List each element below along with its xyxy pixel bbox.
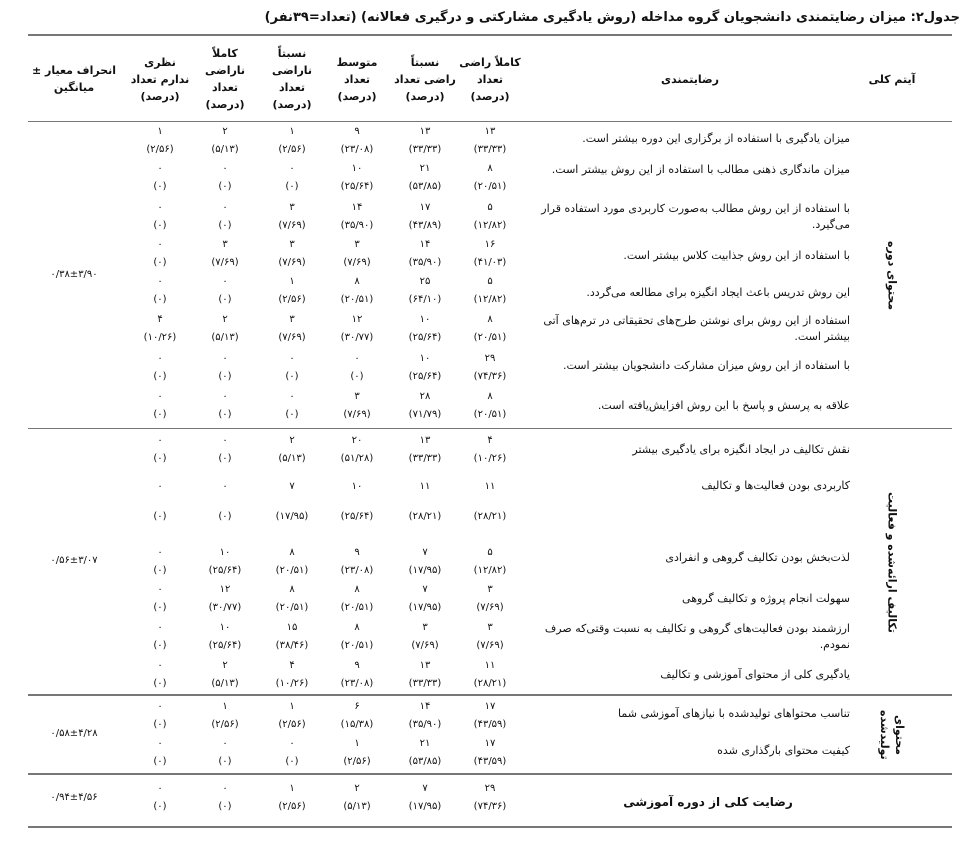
table-cell-count: ۰ (157, 547, 163, 558)
table-cell-count: ۹ (354, 126, 360, 137)
header-very-satisfied: کاملاً راضی تعداد (درصد) (459, 55, 521, 103)
table-cell-count: ۱۷ (419, 202, 431, 213)
table-cell-percent: (۱۲/۸۲) (473, 294, 507, 305)
table-cell-percent: (۲۰/۵۱) (473, 181, 507, 192)
statement-text: با استفاده از این روش جذابیت کلاس بیشتر است. (623, 249, 850, 262)
table-cell-count: ۲ (222, 126, 228, 137)
overall-cell-count: ۲ (354, 783, 360, 794)
table-cell-count: ۱ (289, 276, 295, 287)
statement-text: تناسب محتواهای تولیدشده با نیازهای آموزشی شما (618, 707, 850, 720)
table-cell-count: ۸ (354, 276, 360, 287)
overall-mean-sd: ۰/۹۴±۴/۵۶ (50, 792, 98, 803)
table-cell-percent: (۵۳/۸۵) (408, 181, 442, 192)
table-cell-percent: (۷/۶۹) (411, 640, 439, 651)
table-cell-count: ۰ (222, 481, 228, 492)
table-cell-percent: (۳۳/۳۳) (408, 144, 442, 155)
table-cell-count: ۰ (157, 276, 163, 287)
table-cell-count: ۳ (222, 239, 228, 250)
table-cell-percent: (۰) (153, 294, 167, 305)
table-cell-count: ۱۱ (484, 660, 496, 671)
table-cell-percent: (۳۳/۳۳) (408, 453, 442, 464)
section-rule-3 (28, 773, 952, 775)
table-cell-percent: (۲/۵۶) (343, 756, 371, 767)
table-cell-count: ۰ (157, 622, 163, 633)
table-cell-percent: (۲۸/۲۱) (473, 678, 507, 689)
table-cell-percent: (۰) (153, 371, 167, 382)
section-mean-sd: ۰/۵۶±۳/۰۷ (50, 555, 98, 566)
table-cell-count: ۴ (289, 660, 295, 671)
table-cell-count: ۸ (487, 391, 493, 402)
table-cell-percent: (۲۳/۰۸) (340, 678, 374, 689)
table-cell-percent: (۲۵/۶۴) (340, 511, 374, 522)
statement-text: ارزشمند بودن فعالیت‌های گروهی و تکالیف به نسبت وقتی‌که صرف نمودم. (544, 622, 850, 651)
table-cell-count: ۷ (422, 584, 428, 595)
table-cell-count: ۳ (354, 239, 360, 250)
table-cell-percent: (۲۰/۵۱) (340, 640, 374, 651)
statement-text: کیفیت محتوای بارگذاری شده (717, 744, 850, 757)
table-cell-percent: (۲/۵۶) (211, 719, 239, 730)
table-cell-count: ۱ (157, 126, 163, 137)
overall-cell-percent: (۱۷/۹۵) (408, 801, 442, 812)
table-cell-count: ۱۰ (351, 481, 363, 492)
table-cell-count: ۱۰ (419, 314, 431, 325)
table-cell-percent: (۱۷/۹۵) (408, 565, 442, 576)
table-cell-percent: (۵۱/۲۸) (340, 453, 374, 464)
table-cell-percent: (۰) (153, 257, 167, 268)
table-cell-percent: (۳۳/۳۳) (473, 144, 507, 155)
header-item: آیتم کلی (868, 72, 916, 86)
table-cell-count: ۱۳ (484, 126, 496, 137)
table-cell-percent: (۲۵/۶۴) (340, 181, 374, 192)
header-very-dissatisfied: کاملاً ناراضی تعداد (درصد) (204, 47, 246, 111)
table-cell-percent: (۲۰/۵۱) (473, 409, 507, 420)
table-cell-count: ۲۵ (419, 276, 431, 287)
table-cell-count: ۱۱ (419, 481, 431, 492)
section-rule-2 (28, 694, 952, 696)
table-cell-percent: (۱۰/۲۶) (473, 453, 507, 464)
table-cell-count: ۱۷ (484, 738, 496, 749)
table-cell-percent: (۲۵/۶۴) (208, 640, 242, 651)
table-cell-count: ۰ (222, 738, 228, 749)
table-cell-percent: (۰) (153, 719, 167, 730)
table-cell-count: ۳ (422, 622, 428, 633)
table-cell-percent: (۳۵/۹۰) (408, 719, 442, 730)
table-cell-count: ۵ (487, 547, 493, 558)
table-cell-count: ۱۴ (419, 701, 431, 712)
statement-text: لذت‌بخش بودن تکالیف گروهی و انفرادی (665, 551, 850, 564)
table-cell-percent: (۲/۵۶) (278, 719, 306, 730)
table-cell-percent: (۴۳/۸۹) (408, 220, 442, 231)
table-cell-count: ۸ (354, 584, 360, 595)
table-cell-count: ۰ (289, 353, 295, 364)
table-cell-percent: (۰) (285, 371, 299, 382)
table-cell-percent: (۲۸/۲۱) (408, 511, 442, 522)
table-cell-percent: (۷/۶۹) (278, 220, 306, 231)
table-cell-percent: (۷/۶۹) (476, 640, 504, 651)
statement-text: با استفاده از این روش مطالب به‌صورت کاربردی مورد استفاده قرار می‌گیرد. (541, 202, 850, 231)
table-cell-count: ۶ (354, 701, 360, 712)
table-cell-count: ۱ (222, 701, 228, 712)
table-cell-count: ۲ (222, 314, 228, 325)
table-cell-percent: (۳۵/۹۰) (408, 257, 442, 268)
table-cell-count: ۱۰ (351, 163, 363, 174)
table-cell-percent: (۰) (350, 371, 364, 382)
table-cell-count: ۰ (157, 701, 163, 712)
table-cell-count: ۸ (289, 547, 295, 558)
statement-text: یادگیری کلی از محتوای آموزشی و تکالیف (660, 668, 850, 681)
table-cell-count: ۸ (487, 314, 493, 325)
table-cell-count: ۷ (289, 481, 295, 492)
table-cell-count: ۰ (289, 738, 295, 749)
table-cell-count: ۴ (487, 435, 493, 446)
table-cell-percent: (۰) (218, 756, 232, 767)
section-label: تکالیف ارائه‌شده و فعالیت (885, 491, 899, 633)
table-cell-percent: (۲۰/۵۱) (340, 602, 374, 613)
table-cell-count: ۱۲ (351, 314, 363, 325)
table-cell-percent: (۲/۵۶) (278, 294, 306, 305)
table-cell-count: ۰ (157, 435, 163, 446)
table-cell-percent: (۲۰/۵۱) (473, 332, 507, 343)
table-cell-percent: (۰) (153, 565, 167, 576)
table-cell-count: ۰ (222, 202, 228, 213)
table-cell-percent: (۰) (218, 181, 232, 192)
table-cell-count: ۰ (157, 481, 163, 492)
table-cell-percent: (۳۳/۳۳) (408, 678, 442, 689)
table-cell-count: ۰ (157, 202, 163, 213)
section-label: محتوای دوره (885, 241, 899, 311)
table-cell-count: ۸ (354, 622, 360, 633)
statement-text: با استفاده از این روش میزان مشارکت دانشجویان بیشتر است. (562, 359, 850, 372)
statement-text: میزان یادگیری با استفاده از برگزاری این دوره بیشتر است. (582, 132, 850, 145)
table-cell-percent: (۰) (153, 409, 167, 420)
overall-cell-percent: (۰) (153, 801, 167, 812)
table-cell-percent: (۴۳/۵۹) (473, 756, 507, 767)
table-cell-percent: (۰) (153, 640, 167, 651)
table-cell-percent: (۲/۵۶) (146, 144, 174, 155)
table-cell-percent: (۰) (153, 181, 167, 192)
table-cell-percent: (۰) (285, 181, 299, 192)
table-cell-count: ۳ (289, 202, 295, 213)
table-cell-percent: (۰) (218, 511, 232, 522)
overall-satisfaction-label: رضایت کلی از دوره آموزشی (623, 795, 793, 809)
table-cell-percent: (۱۲/۸۲) (473, 220, 507, 231)
table-cell-count: ۵ (487, 202, 493, 213)
table-cell-count: ۰ (157, 353, 163, 364)
table-cell-count: ۱۰ (219, 622, 231, 633)
table-cell-percent: (۷/۶۹) (343, 409, 371, 420)
table-cell-count: ۰ (157, 584, 163, 595)
table-cell-percent: (۲۳/۰۸) (340, 144, 374, 155)
table-cell-count: ۰ (289, 163, 295, 174)
table-cell-count: ۲۹ (484, 353, 496, 364)
table-cell-count: ۲۱ (419, 163, 431, 174)
table-cell-count: ۲۰ (351, 435, 363, 446)
table-cell-percent: (۱۰/۲۶) (143, 332, 177, 343)
table-cell-percent: (۲۵/۶۴) (408, 332, 442, 343)
table-cell-count: ۰ (157, 660, 163, 671)
header-satisfaction: رضایتمندی (661, 72, 720, 86)
table-cell-percent: (۱۰/۲۶) (275, 678, 309, 689)
table-cell-percent: (۰) (218, 371, 232, 382)
table-cell-percent: (۰) (153, 220, 167, 231)
table-cell-count: ۱۳ (419, 660, 431, 671)
table-cell-percent: (۰) (153, 453, 167, 464)
table-cell-count: ۱ (354, 738, 360, 749)
table-cell-percent: (۵/۱۳) (211, 332, 239, 343)
table-cell-count: ۱۴ (351, 202, 363, 213)
header-rule (28, 121, 952, 122)
overall-cell-count: ۱ (289, 783, 295, 794)
table-cell-percent: (۷/۶۹) (343, 257, 371, 268)
header-mean-sd: انحراف معیار ± میانگین (31, 64, 117, 94)
table-cell-percent: (۵/۱۳) (211, 678, 239, 689)
table-cell-percent: (۰) (153, 756, 167, 767)
table-cell-count: ۱۰ (219, 547, 231, 558)
table-cell-percent: (۵۳/۸۵) (408, 756, 442, 767)
table-cell-count: ۱۰ (419, 353, 431, 364)
table-cell-percent: (۴۱/۰۳) (473, 257, 507, 268)
table-cell-percent: (۴۳/۵۹) (473, 719, 507, 730)
section-mean-sd: ۰/۳۸±۳/۹۰ (50, 269, 98, 280)
header-no-opinion: نظری ندارم تعداد (درصد) (130, 55, 190, 103)
header-relatively-satisfied: نسبتاً راضی تعداد (درصد) (394, 55, 456, 103)
table-cell-count: ۰ (289, 391, 295, 402)
table-cell-percent: (۰) (285, 756, 299, 767)
table-cell-percent: (۳۰/۷۷) (208, 602, 242, 613)
statement-text: استفاده از این روش برای نوشتن طرح‌های تحقیقاتی در ترم‌های آتی بیشتر است. (543, 314, 850, 343)
table-bottom-rule (28, 826, 952, 828)
table-cell-percent: (۰) (218, 453, 232, 464)
table-cell-percent: (۲۵/۶۴) (408, 371, 442, 382)
section-mean-sd: ۰/۵۸±۴/۲۸ (50, 728, 98, 739)
table-cell-percent: (۳۵/۹۰) (340, 220, 374, 231)
table-cell-count: ۰ (157, 738, 163, 749)
table-cell-percent: (۲۸/۲۱) (473, 511, 507, 522)
table-cell-count: ۰ (222, 163, 228, 174)
table-cell-percent: (۲۰/۵۱) (275, 602, 309, 613)
overall-cell-count: ۰ (222, 783, 228, 794)
table-cell-percent: (۰) (285, 409, 299, 420)
statement-text: سهولت انجام پروژه و تکالیف گروهی (682, 592, 850, 605)
table-cell-count: ۰ (354, 353, 360, 364)
table-cell-count: ۰ (157, 163, 163, 174)
table-cell-percent: (۲۳/۰۸) (340, 565, 374, 576)
table-cell-percent: (۵/۱۳) (278, 453, 306, 464)
table-cell-count: ۸ (289, 584, 295, 595)
table-cell-percent: (۰) (218, 294, 232, 305)
table-cell-percent: (۶۴/۱۰) (408, 294, 442, 305)
table-cell-percent: (۰) (153, 602, 167, 613)
table-cell-percent: (۰) (218, 409, 232, 420)
table-cell-percent: (۲۵/۶۴) (208, 565, 242, 576)
table-cell-count: ۲۱ (419, 738, 431, 749)
table-cell-percent: (۵/۱۳) (211, 144, 239, 155)
table-cell-percent: (۱۷/۹۵) (275, 511, 309, 522)
table-cell-count: ۰ (222, 276, 228, 287)
table-cell-count: ۱۶ (484, 239, 496, 250)
table-cell-percent: (۲۰/۵۱) (275, 565, 309, 576)
overall-cell-count: ۰ (157, 783, 163, 794)
table-title: جدول۲: میزان رضایتمندی دانشجویان گروه مداخله (روش یادگیری مشارکتی و درگیری فعالانه) (تعداد=۳۹نفر) (264, 10, 960, 25)
table-cell-percent: (۷/۶۹) (278, 332, 306, 343)
overall-cell-count: ۲۹ (484, 783, 496, 794)
statement-text: میزان ماندگاری ذهنی مطالب با استفاده از این روش بیشتر است. (551, 163, 850, 176)
table-cell-count: ۰ (222, 391, 228, 402)
statement-text: این روش تدریس باعث ایجاد انگیزه برای مطالعه می‌گردد. (586, 286, 850, 299)
table-cell-count: ۲ (222, 660, 228, 671)
table-cell-count: ۱۱ (484, 481, 496, 492)
table-cell-count: ۱۴ (419, 239, 431, 250)
table-cell-count: ۷ (422, 547, 428, 558)
table-cell-count: ۹ (354, 660, 360, 671)
table-cell-percent: (۷۴/۳۶) (473, 371, 507, 382)
overall-cell-count: ۷ (422, 783, 428, 794)
table-cell-count: ۹ (354, 547, 360, 558)
table-cell-percent: (۷/۶۹) (476, 602, 504, 613)
overall-cell-percent: (۲/۵۶) (278, 801, 306, 812)
table-cell-percent: (۱۲/۸۲) (473, 565, 507, 576)
statement-text: علاقه به پرسش و پاسخ با این روش افزایش‌یافته است. (597, 399, 850, 412)
table-cell-count: ۳ (487, 622, 493, 633)
table-cell-count: ۱۵ (286, 622, 298, 633)
table-cell-percent: (۰) (153, 678, 167, 689)
table-cell-count: ۳ (289, 239, 295, 250)
table-cell-percent: (۰) (218, 220, 232, 231)
table-cell-percent: (۷۱/۷۹) (408, 409, 442, 420)
table-cell-count: ۳ (289, 314, 295, 325)
table-cell-count: ۱ (289, 701, 295, 712)
table-cell-percent: (۲۰/۵۱) (340, 294, 374, 305)
table-cell-count: ۰ (157, 239, 163, 250)
table-cell-count: ۱ (289, 126, 295, 137)
section-rule-1 (28, 428, 952, 429)
statement-text: کاربردی بودن فعالیت‌ها و تکالیف (701, 479, 850, 492)
section-label: محتوای تولیدشده (878, 710, 906, 760)
table-cell-count: ۳ (354, 391, 360, 402)
header-neutral: متوسط تعداد (درصد) (336, 55, 378, 103)
table-cell-percent: (۲/۵۶) (278, 144, 306, 155)
table-cell-percent: (۰) (153, 511, 167, 522)
overall-cell-percent: (۰) (218, 801, 232, 812)
table-cell-count: ۵ (487, 276, 493, 287)
table-cell-count: ۴ (157, 314, 163, 325)
table-cell-percent: (۱۵/۳۸) (340, 719, 374, 730)
table-cell-count: ۱۷ (484, 701, 496, 712)
table-cell-percent: (۷/۶۹) (211, 257, 239, 268)
table-cell-percent: (۳۰/۷۷) (340, 332, 374, 343)
table-cell-count: ۲ (289, 435, 295, 446)
table-cell-count: ۲۸ (419, 391, 431, 402)
overall-cell-percent: (۵/۱۳) (343, 801, 371, 812)
table-cell-percent: (۷/۶۹) (278, 257, 306, 268)
table-cell-count: ۳ (487, 584, 493, 595)
table-cell-count: ۱۳ (419, 435, 431, 446)
overall-cell-percent: (۷۴/۳۶) (473, 801, 507, 812)
table-cell-count: ۱۳ (419, 126, 431, 137)
table-cell-count: ۰ (222, 353, 228, 364)
table-cell-percent: (۱۷/۹۵) (408, 602, 442, 613)
table-cell-count: ۰ (222, 435, 228, 446)
table-cell-percent: (۳۸/۴۶) (275, 640, 309, 651)
table-top-rule (28, 34, 952, 36)
header-relatively-dissatisfied: نسبتاً ناراضی تعداد (درصد) (271, 47, 313, 111)
table-cell-count: ۸ (487, 163, 493, 174)
statement-text: نقش تکالیف در ایجاد انگیزه برای یادگیری بیشتر (632, 443, 850, 456)
table-cell-count: ۱۲ (219, 584, 231, 595)
table-cell-count: ۰ (157, 391, 163, 402)
